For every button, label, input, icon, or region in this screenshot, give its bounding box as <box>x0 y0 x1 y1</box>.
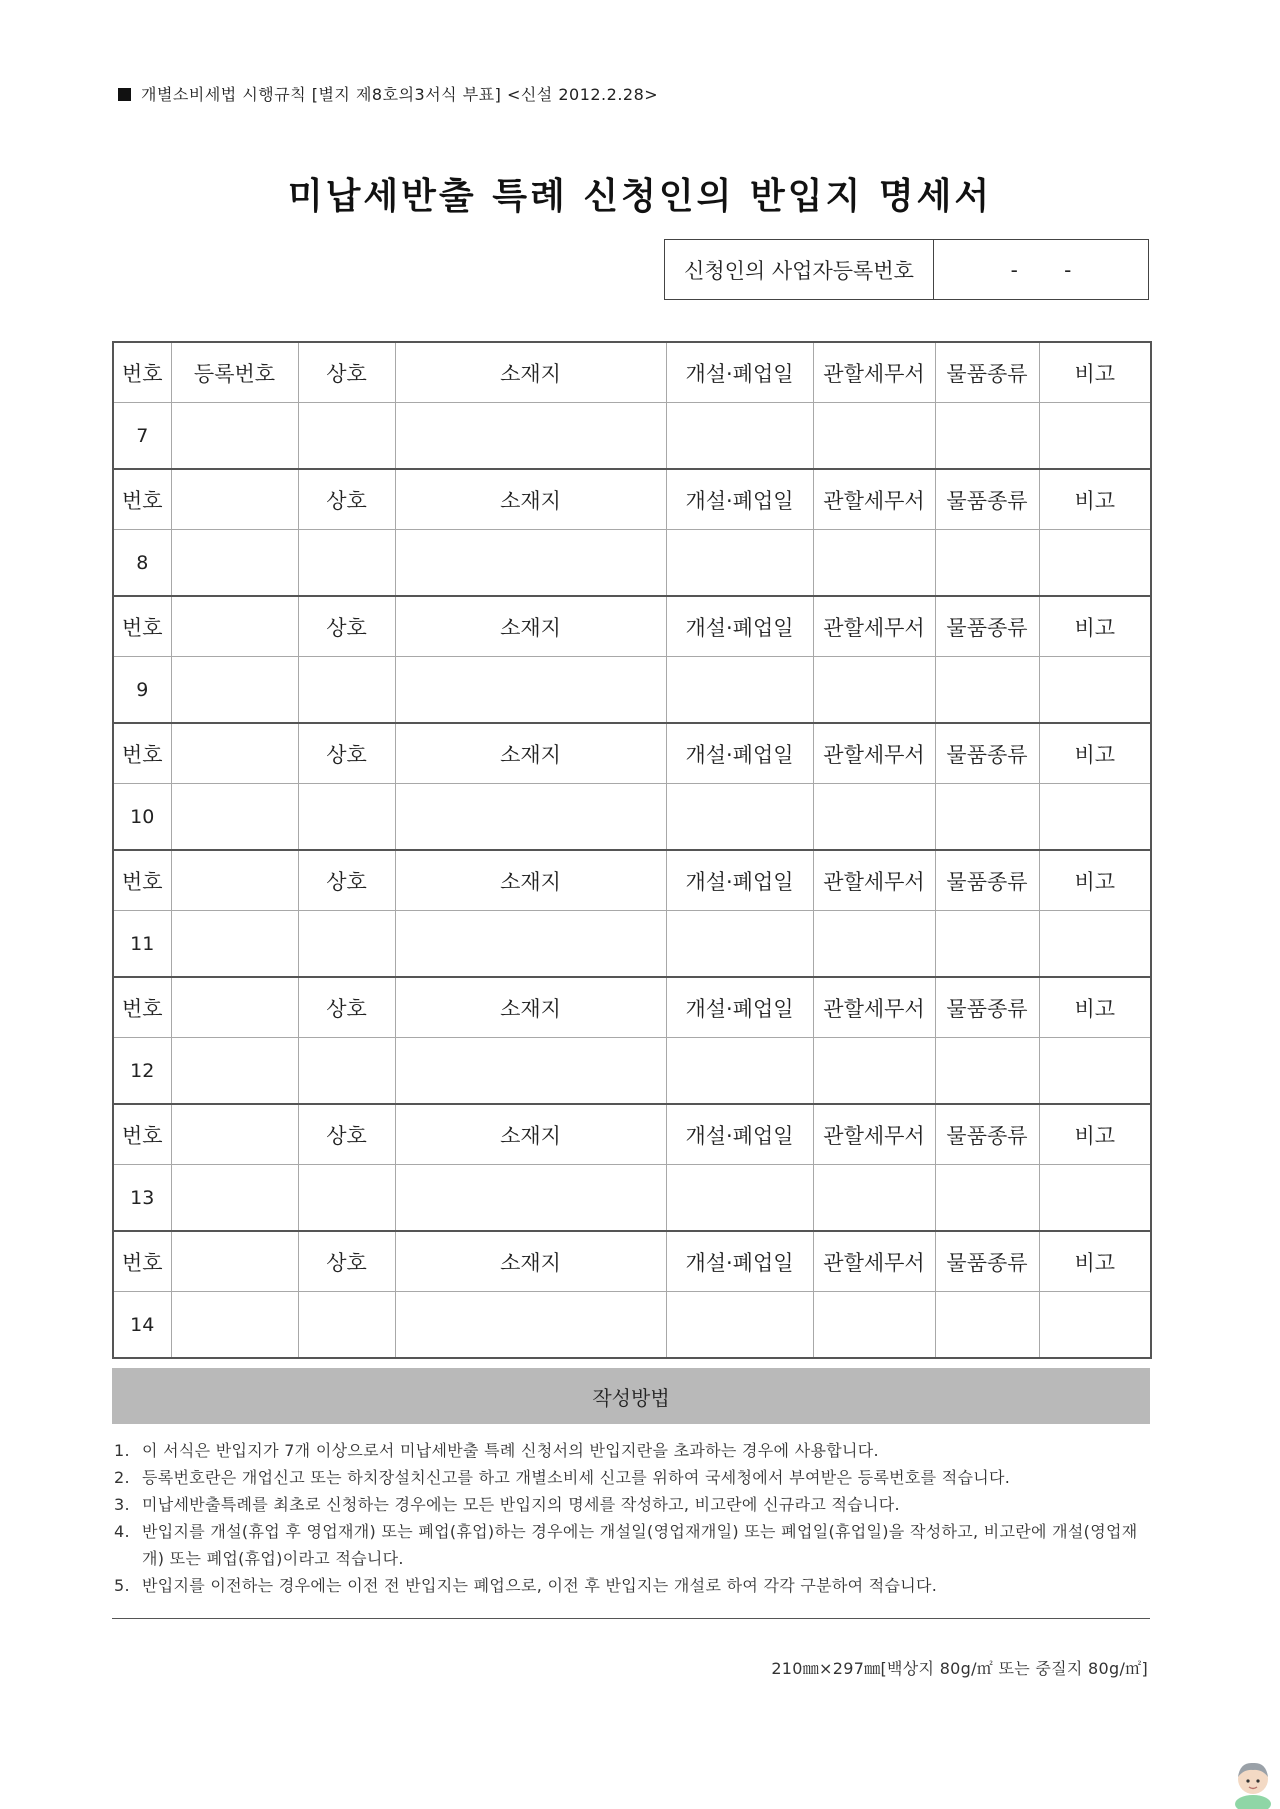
remarks-header: 비고 <box>1039 1104 1151 1165</box>
goods-type-header: 물품종류 <box>935 342 1039 403</box>
note-item <box>114 1464 1154 1491</box>
business-name-header: 상호 <box>298 977 395 1038</box>
location-header: 소재지 <box>395 469 666 530</box>
tax-office-header: 관할세무서 <box>813 596 935 657</box>
location-cell[interactable] <box>395 1038 666 1105</box>
number-header: 번호 <box>113 596 171 657</box>
open-close-date-header: 개설·폐업일 <box>666 342 813 403</box>
remarks-header: 비고 <box>1039 342 1151 403</box>
number-header: 번호 <box>113 342 171 403</box>
business-name-header: 상호 <box>298 469 395 530</box>
registration-number-header <box>171 469 298 530</box>
row-number: 12 <box>113 1038 171 1105</box>
registration-number-cell[interactable] <box>171 1292 298 1359</box>
business-name-cell[interactable] <box>298 657 395 724</box>
goods-type-header: 물품종류 <box>935 596 1039 657</box>
table-row <box>113 1292 1151 1359</box>
writing-method-heading: 작성방법 <box>112 1368 1150 1424</box>
open-close-date-header: 개설·폐업일 <box>666 723 813 784</box>
location-header: 소재지 <box>395 1104 666 1165</box>
note-number: 2. <box>114 1468 130 1487</box>
note-number: 5. <box>114 1576 130 1595</box>
registration-number-cell[interactable] <box>171 530 298 597</box>
remarks-cell[interactable] <box>1039 911 1151 978</box>
table-row <box>113 911 1151 978</box>
business-name-cell[interactable] <box>298 1038 395 1105</box>
tax-office-cell[interactable] <box>813 657 935 724</box>
remarks-cell[interactable] <box>1039 1165 1151 1232</box>
location-cell[interactable] <box>395 403 666 470</box>
goods-type-header: 물품종류 <box>935 1231 1039 1292</box>
open-close-date-header: 개설·폐업일 <box>666 977 813 1038</box>
table-row <box>113 657 1151 724</box>
business-name-header: 상호 <box>298 1231 395 1292</box>
row-number: 13 <box>113 1165 171 1232</box>
goods-type-cell[interactable] <box>935 530 1039 597</box>
table-row <box>113 1038 1151 1105</box>
tax-office-header: 관할세무서 <box>813 1104 935 1165</box>
business-name-cell[interactable] <box>298 403 395 470</box>
table-header-row <box>113 342 1151 403</box>
location-header: 소재지 <box>395 596 666 657</box>
tax-office-cell[interactable] <box>813 911 935 978</box>
row-number: 8 <box>113 530 171 597</box>
form-reference <box>118 82 658 105</box>
applicant-registration-box <box>664 239 1149 300</box>
business-name-header: 상호 <box>298 1104 395 1165</box>
registration-number-header: 등록번호 <box>171 342 298 403</box>
row-number: 9 <box>113 657 171 724</box>
remarks-cell[interactable] <box>1039 403 1151 470</box>
table-header-row <box>113 1231 1151 1292</box>
location-header: 소재지 <box>395 723 666 784</box>
number-header: 번호 <box>113 1104 171 1165</box>
open-close-date-cell[interactable] <box>666 403 813 470</box>
note-number: 3. <box>114 1495 130 1514</box>
registration-number-cell[interactable] <box>171 403 298 470</box>
registration-number-header <box>171 977 298 1038</box>
table-header-row <box>113 850 1151 911</box>
open-close-date-cell[interactable] <box>666 784 813 851</box>
table-header-row <box>113 977 1151 1038</box>
mascot-character-icon <box>1228 1757 1278 1809</box>
table-row <box>113 403 1151 470</box>
location-cell[interactable] <box>395 1292 666 1359</box>
registration-number-header <box>171 850 298 911</box>
bottom-divider <box>112 1618 1150 1619</box>
registration-number-cell[interactable] <box>171 1038 298 1105</box>
destination-table <box>112 341 1152 1359</box>
note-item <box>114 1491 1154 1518</box>
open-close-date-cell[interactable] <box>666 1292 813 1359</box>
location-header: 소재지 <box>395 342 666 403</box>
registration-number-cell[interactable] <box>171 657 298 724</box>
goods-type-cell[interactable] <box>935 784 1039 851</box>
goods-type-cell[interactable] <box>935 1292 1039 1359</box>
open-close-date-header: 개설·폐업일 <box>666 1104 813 1165</box>
open-close-date-header: 개설·폐업일 <box>666 850 813 911</box>
tax-office-header: 관할세무서 <box>813 1231 935 1292</box>
business-name-header: 상호 <box>298 596 395 657</box>
row-number: 10 <box>113 784 171 851</box>
business-name-cell[interactable] <box>298 1165 395 1232</box>
location-cell[interactable] <box>395 1165 666 1232</box>
open-close-date-header: 개설·폐업일 <box>666 1231 813 1292</box>
note-item <box>114 1437 1154 1464</box>
table-header-row <box>113 469 1151 530</box>
remarks-header: 비고 <box>1039 1231 1151 1292</box>
note-text: 이 서식은 반입지가 7개 이상으로서 미납세반출 특례 신청서의 반입지란을 초과하는 경우에 사용합니다. <box>142 1441 879 1460</box>
registration-number-header <box>171 723 298 784</box>
note-text: 반입지를 이전하는 경우에는 이전 전 반입지는 폐업으로, 이전 후 반입지는 개설로 하여 각각 구분하여 적습니다. <box>142 1576 938 1595</box>
tax-office-header: 관할세무서 <box>813 723 935 784</box>
note-item <box>114 1572 1154 1599</box>
remarks-cell[interactable] <box>1039 1292 1151 1359</box>
open-close-date-cell[interactable] <box>666 1038 813 1105</box>
registration-number-header <box>171 1104 298 1165</box>
table-header-row <box>113 723 1151 784</box>
open-close-date-cell[interactable] <box>666 911 813 978</box>
open-close-date-header: 개설·폐업일 <box>666 469 813 530</box>
business-name-cell[interactable] <box>298 1292 395 1359</box>
business-name-header: 상호 <box>298 850 395 911</box>
location-header: 소재지 <box>395 977 666 1038</box>
row-number: 7 <box>113 403 171 470</box>
table-row <box>113 784 1151 851</box>
note-text: 미납세반출특례를 최초로 신청하는 경우에는 모든 반입지의 명세를 작성하고, 비고란에 신규라고 적습니다. <box>142 1495 900 1514</box>
table-header-row <box>113 1104 1151 1165</box>
remarks-cell[interactable] <box>1039 657 1151 724</box>
note-number: 4. <box>114 1522 130 1541</box>
location-cell[interactable] <box>395 657 666 724</box>
goods-type-header: 물품종류 <box>935 850 1039 911</box>
tax-office-cell[interactable] <box>813 1292 935 1359</box>
number-header: 번호 <box>113 977 171 1038</box>
remarks-header: 비고 <box>1039 850 1151 911</box>
goods-type-header: 물품종류 <box>935 469 1039 530</box>
tax-office-header: 관할세무서 <box>813 342 935 403</box>
goods-type-cell[interactable] <box>935 403 1039 470</box>
number-header: 번호 <box>113 1231 171 1292</box>
note-text: 반입지를 개설(휴업 후 영업재개) 또는 폐업(휴업)하는 경우에는 개설일(영업재개일) 또는 폐업일(휴업일)을 작성하고, 비고란에 개설(영업재개) 또는 폐업(휴업)이라고 적습니다. <box>142 1522 1138 1568</box>
note-text: 등록번호란은 개업신고 또는 하치장설치신고를 하고 개별소비세 신고를 위하여 국세청에서 부여받은 등록번호를 적습니다. <box>142 1468 1011 1487</box>
location-cell[interactable] <box>395 784 666 851</box>
location-cell[interactable] <box>395 911 666 978</box>
remarks-cell[interactable] <box>1039 530 1151 597</box>
number-header: 번호 <box>113 723 171 784</box>
business-name-header: 상호 <box>298 342 395 403</box>
location-header: 소재지 <box>395 850 666 911</box>
registration-number-cell[interactable] <box>171 784 298 851</box>
note-item <box>114 1518 1154 1572</box>
location-cell[interactable] <box>395 530 666 597</box>
tax-office-header: 관할세무서 <box>813 977 935 1038</box>
registration-number-label: 신청인의 사업자등록번호 <box>665 240 934 299</box>
business-name-cell[interactable] <box>298 530 395 597</box>
row-number: 11 <box>113 911 171 978</box>
business-name-cell[interactable] <box>298 784 395 851</box>
remarks-header: 비고 <box>1039 723 1151 784</box>
goods-type-cell[interactable] <box>935 1038 1039 1105</box>
open-close-date-cell[interactable] <box>666 657 813 724</box>
goods-type-header: 물품종류 <box>935 723 1039 784</box>
tax-office-cell[interactable] <box>813 530 935 597</box>
tax-office-cell[interactable] <box>813 1038 935 1105</box>
registration-number-field[interactable]: - - <box>1010 257 1072 282</box>
location-header: 소재지 <box>395 1231 666 1292</box>
registration-number-header <box>171 596 298 657</box>
goods-type-cell[interactable] <box>935 657 1039 724</box>
note-number: 1. <box>114 1441 130 1460</box>
paper-specification: 210㎜×297㎜[백상지 80g/㎡ 또는 중질지 80g/㎡] <box>771 1659 1148 1678</box>
open-close-date-header: 개설·폐업일 <box>666 596 813 657</box>
number-header: 번호 <box>113 469 171 530</box>
row-number: 14 <box>113 1292 171 1359</box>
table-row <box>113 1165 1151 1232</box>
registration-number-header <box>171 1231 298 1292</box>
business-name-cell[interactable] <box>298 911 395 978</box>
business-name-header: 상호 <box>298 723 395 784</box>
remarks-cell[interactable] <box>1039 1038 1151 1105</box>
writing-method-notes <box>114 1437 1154 1599</box>
goods-type-cell[interactable] <box>935 1165 1039 1232</box>
remarks-header: 비고 <box>1039 596 1151 657</box>
remarks-cell[interactable] <box>1039 784 1151 851</box>
tax-office-header: 관할세무서 <box>813 850 935 911</box>
tax-office-cell[interactable] <box>813 784 935 851</box>
remarks-header: 비고 <box>1039 977 1151 1038</box>
tax-office-cell[interactable] <box>813 1165 935 1232</box>
goods-type-cell[interactable] <box>935 911 1039 978</box>
registration-number-cell[interactable] <box>171 911 298 978</box>
table-row <box>113 530 1151 597</box>
goods-type-header: 물품종류 <box>935 977 1039 1038</box>
registration-number-cell[interactable] <box>171 1165 298 1232</box>
remarks-header: 비고 <box>1039 469 1151 530</box>
goods-type-header: 물품종류 <box>935 1104 1039 1165</box>
table-header-row <box>113 596 1151 657</box>
tax-office-cell[interactable] <box>813 403 935 470</box>
open-close-date-cell[interactable] <box>666 530 813 597</box>
tax-office-header: 관할세무서 <box>813 469 935 530</box>
square-bullet-icon <box>118 88 131 101</box>
open-close-date-cell[interactable] <box>666 1165 813 1232</box>
number-header: 번호 <box>113 850 171 911</box>
form-reference-text: 개별소비세법 시행규칙 [별지 제8호의3서식 부표] <신설 2012.2.28> <box>141 85 659 104</box>
page-title: 미납세반출 특례 신청인의 반입지 명세서 <box>287 176 993 217</box>
